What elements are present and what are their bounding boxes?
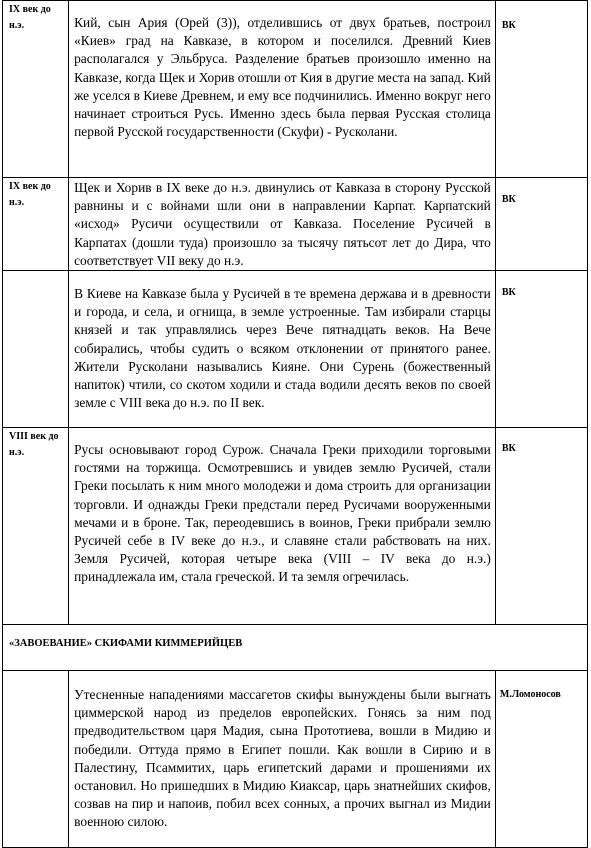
chronology-table: [2, 0, 588, 848]
source-label: ВК: [501, 20, 516, 31]
entry-text: Щек и Хорив в IX веке до н.э. двинулись от Кавказа в сторону Русской равнины и с войнами шли они в направлении Карпат. Карпатский «исход» Русичи осуществили от Кавказа. Поселение Русичей в Карпатах (дошли туда) произошло за тысячу пятьсот лет до Дира, что соответствует VII веку до н.э.: [74, 180, 491, 268]
source-label: ВК: [501, 194, 516, 205]
date-cell: [3, 671, 69, 848]
table-row: [3, 1, 588, 178]
date-label: IX век до н.э.: [9, 4, 51, 31]
table-row: [3, 671, 588, 848]
text-cell: [69, 271, 496, 428]
section-header-row: [3, 625, 588, 671]
source-label: ВК: [501, 443, 516, 455]
date-label: IX век до н.э.: [9, 181, 51, 208]
date-cell: [3, 271, 69, 428]
entry-text: Русы основывают город Сурож. Сначала Греки приходили торговыми гостями на торжища. Осмотревшись и увидев землю Русичей, стали Греки посылать к ним много молодежи и дома строить для организации торговли. И однажды Греки предстали перед Русичами вооруженными мечами и в броне. Так, переодевшись в воинов, Греки прибрали землю Русичей себе в IV веке до н.э., и славяне стали рабствовать на них. Земля Русичей, которая четыре века (VIII – IV века до н.э.) принадлежала им, стала греческой. И та земля огречилась.: [74, 442, 491, 585]
table-row: [3, 428, 588, 625]
entry-text: Утесненные нападениями массагетов скифы вынуждены были выгнать циммерской народ из пределов европейских. Гонясь за ним под предводительством царя Мадия, сына Прототиева, вошли в Мидию и победили. Оттуда прямо в Египет пошли. Как вошли в Сирию и в Палестину, Псаммитих, царь египетский дарами и прошениями их остановил. Но пришедших в Мидию Киаксар, царь знатнейших скифов, созвав на пир и напоив, побил всех сонных, а прочих выгнал из Мидии военною силою.: [74, 687, 491, 830]
source-cell: [495, 671, 587, 848]
table-row: [3, 271, 588, 428]
source-label: ВК: [501, 287, 516, 299]
section-header: «ЗАВОЕВАНИЕ» СКИФАМИ КИММЕРИЙЦЕВ: [9, 638, 243, 650]
source-cell: [495, 428, 587, 625]
source-cell: [495, 1, 587, 178]
text-cell: [69, 1, 496, 178]
entry-text: В Киеве на Кавказе была у Русичей в те времена держава и в древности и города, и села, и огнища, в земле устроенные. Там избирали старцы князей и так управлялись через Вече пятнадцать веков. На Вече собирались, чтобы судить о всяком отклонении от принятого ранее. Жители Русколани назывались Кияне. Они Сурень (божественный напиток) чтили, со скотом ходили и стада водили десять веков по своей земле с VIII века до н.э. по II век.: [74, 286, 491, 411]
date-label: VIII век до н.э.: [9, 431, 59, 459]
source-cell: [495, 178, 587, 271]
text-cell: [69, 178, 496, 271]
table-row: [3, 178, 588, 271]
entry-text: Кий, сын Ария (Орей (3)), отделившись от двух братьев, построил «Киев» град на Кавказе, в котором и поселился. Древний Киев располагался у Эльбруса. Разделение братьев произошло именно на Кавказе, когда Щек и Хорив отошли от Кия в другие места на запад. Кий же уселся в Киеве Древнем, и ему все подчинились. Именно вокруг него начинает строиться Русь. Именно здесь была первая Русская столица первой Русской государственности (Скуфи) - Русколани.: [74, 15, 491, 140]
source-cell: [495, 271, 587, 428]
date-cell: [3, 1, 69, 178]
date-cell: [3, 178, 69, 271]
date-label: [3, 271, 68, 272]
date-label: [3, 671, 68, 672]
text-cell: [69, 671, 496, 848]
text-cell: [69, 428, 496, 625]
source-label: М.Ломоносов: [499, 689, 561, 701]
date-cell: [3, 428, 69, 625]
section-header-cell: [3, 625, 588, 671]
